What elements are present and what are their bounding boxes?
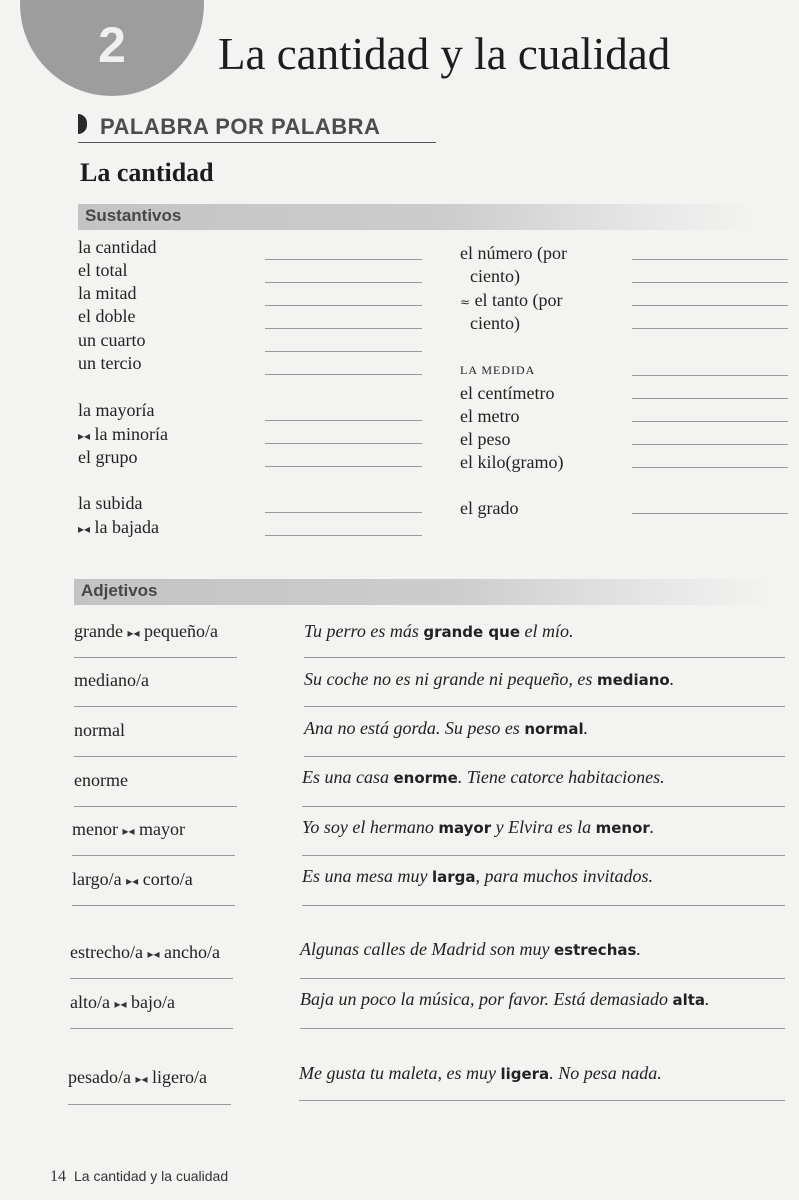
subheading: La cantidad xyxy=(80,158,214,187)
section-header xyxy=(78,110,436,143)
example-sentence: Yo soy el hermano mayor y Elvira es la menor. xyxy=(302,817,655,837)
noun-item: un cuarto xyxy=(78,330,146,350)
adjective-item: pesado/a ▸◂ ligero/a xyxy=(68,1067,208,1087)
answer-line xyxy=(632,259,788,260)
answer-line xyxy=(74,657,237,658)
answer-line xyxy=(265,374,422,375)
answer-line xyxy=(632,421,788,422)
example-sentence: Tu perro es más grande que el mío. xyxy=(304,621,574,641)
opposite-icon: ▸◂ xyxy=(114,997,127,1011)
page-footer xyxy=(50,1168,228,1186)
answer-line xyxy=(70,978,233,979)
noun-item: la mayoría xyxy=(78,400,155,420)
answer-line xyxy=(300,978,785,979)
answer-line xyxy=(300,1028,785,1029)
opposite-icon: ▸◂ xyxy=(147,947,160,961)
answer-line xyxy=(302,806,785,807)
answer-line xyxy=(74,706,237,707)
answer-line xyxy=(265,512,422,513)
noun-item: ≈ el tanto (por xyxy=(460,290,563,310)
answer-line xyxy=(74,756,237,757)
medida-label: LA MEDIDA xyxy=(460,363,536,377)
noun-item: el número (por xyxy=(460,243,567,263)
medida-item: el centímetro xyxy=(460,383,555,403)
adjective-item: mediano/a xyxy=(74,670,149,690)
answer-line xyxy=(302,905,785,906)
noun-item: la cantidad xyxy=(78,237,157,257)
answer-line xyxy=(632,305,788,306)
answer-line xyxy=(265,328,422,329)
answer-line xyxy=(72,905,235,906)
opposite-icon: ▸◂ xyxy=(126,874,139,888)
medida-item: el peso xyxy=(460,429,511,449)
adjective-item: alto/a ▸◂ bajo/a xyxy=(70,992,176,1012)
noun-item: ▸◂ la bajada xyxy=(78,517,160,537)
answer-line xyxy=(68,1104,231,1105)
example-sentence: Algunas calles de Madrid son muy estrechas. xyxy=(300,939,641,959)
opposite-icon: ▸◂ xyxy=(78,429,91,443)
sustantivos-band xyxy=(78,204,758,230)
example-sentence: Ana no está gorda. Su peso es normal. xyxy=(304,718,589,738)
adjective-item: enorme xyxy=(74,770,128,790)
noun-item: la mitad xyxy=(78,283,137,303)
answer-line xyxy=(265,535,422,536)
footer-title: La cantidad y la cualidad xyxy=(74,1168,229,1184)
noun-item: un tercio xyxy=(78,353,142,373)
chapter-title: La cantidad y la cualidad xyxy=(218,29,671,79)
answer-line xyxy=(265,282,422,283)
adjective-item: largo/a ▸◂ corto/a xyxy=(72,869,193,889)
opposite-icon: ▸◂ xyxy=(78,522,91,536)
answer-line xyxy=(70,1028,233,1029)
adjective-item: menor ▸◂ mayor xyxy=(72,819,186,839)
example-sentence: Su coche no es ni grande ni pequeño, es mediano. xyxy=(304,669,675,689)
answer-line xyxy=(632,513,788,514)
opposite-icon: ▸◂ xyxy=(135,1072,148,1086)
approx-icon: ≈ xyxy=(460,295,471,309)
answer-line xyxy=(632,328,788,329)
answer-line xyxy=(72,855,235,856)
example-sentence: Baja un poco la música, por favor. Está demasiado alta. xyxy=(300,989,710,1009)
noun-item: el total xyxy=(78,260,128,280)
answer-line xyxy=(74,806,237,807)
answer-line xyxy=(265,259,422,260)
noun-item: ciento) xyxy=(470,313,520,333)
adjective-item: normal xyxy=(74,720,125,740)
adjetivos-band xyxy=(74,579,774,605)
answer-line xyxy=(304,706,785,707)
noun-item: el grupo xyxy=(78,447,138,467)
answer-line xyxy=(632,467,788,468)
noun-item: ▸◂ la minoría xyxy=(78,424,169,444)
answer-line xyxy=(265,305,422,306)
medida-item: el metro xyxy=(460,406,520,426)
answer-line xyxy=(632,375,788,376)
answer-line xyxy=(632,444,788,445)
page-number: 14 xyxy=(50,1168,66,1185)
answer-line xyxy=(265,351,422,352)
adjetivos-label: Adjetivos xyxy=(81,581,158,600)
example-sentence: Es una casa enorme. Tiene catorce habitaciones. xyxy=(302,767,665,787)
adjective-item: grande ▸◂ pequeño/a xyxy=(74,621,218,641)
example-sentence: Es una mesa muy larga, para muchos invitados. xyxy=(302,866,654,886)
adjective-item: estrecho/a ▸◂ ancho/a xyxy=(70,942,220,962)
medida-item: el grado xyxy=(460,498,519,518)
section-label: PALABRA POR PALABRA xyxy=(100,114,381,139)
chapter-number: 2 xyxy=(98,17,126,73)
section-tab-icon xyxy=(78,114,87,134)
noun-item: ciento) xyxy=(470,266,520,286)
answer-line xyxy=(265,443,422,444)
medida-item: el kilo(gramo) xyxy=(460,452,564,472)
sustantivos-label: Sustantivos xyxy=(85,206,182,225)
answer-line xyxy=(304,756,785,757)
answer-line xyxy=(265,466,422,467)
answer-line xyxy=(304,657,785,658)
answer-line xyxy=(302,855,785,856)
answer-line xyxy=(632,282,788,283)
example-sentence: Me gusta tu maleta, es muy ligera. No pesa nada. xyxy=(299,1063,662,1083)
answer-line xyxy=(265,420,422,421)
answer-line xyxy=(299,1100,785,1101)
answer-line xyxy=(632,398,788,399)
opposite-icon: ▸◂ xyxy=(127,626,140,640)
noun-item: el doble xyxy=(78,306,136,326)
opposite-icon: ▸◂ xyxy=(122,824,135,838)
noun-item: la subida xyxy=(78,493,143,513)
